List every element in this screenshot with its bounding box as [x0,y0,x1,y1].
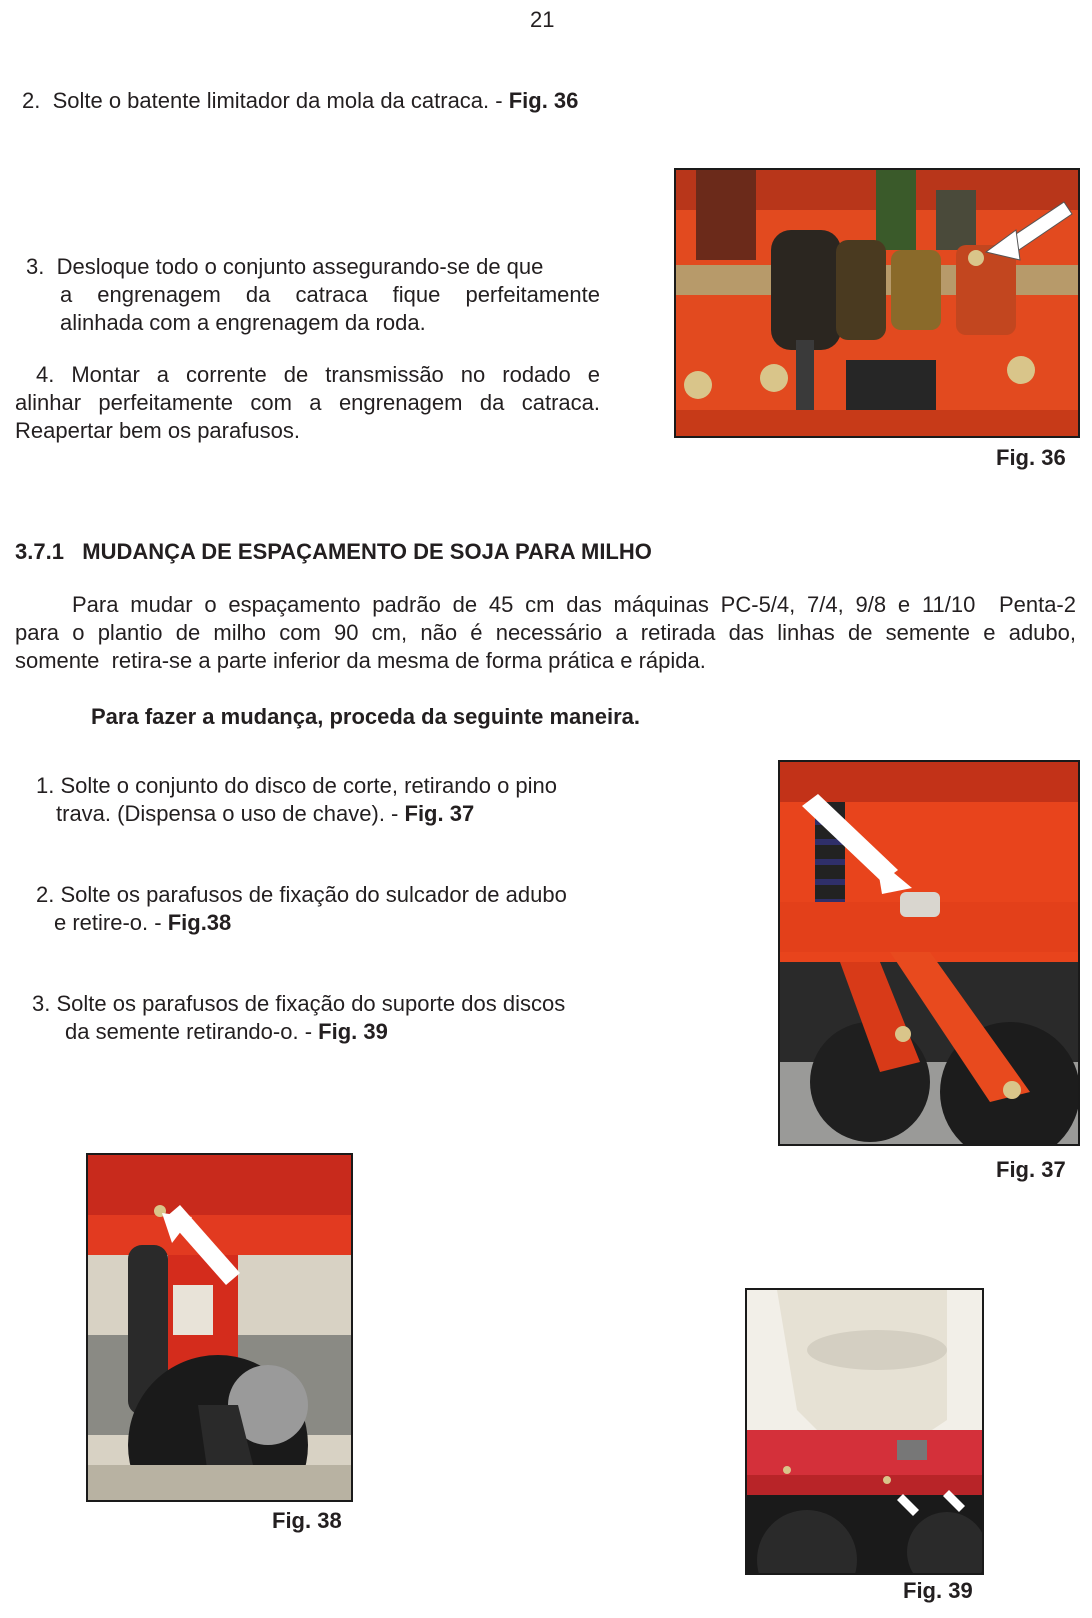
step-3-line-2: a engrenagem da catraca fique perfeitamente [60,282,600,307]
step-1-line-1: 1. Solte o conjunto do disco de corte, retirando o pino [36,773,558,798]
step-3-line-2: da semente retirando-o. - [65,1019,319,1044]
procedure-heading: Para fazer a mudança, proceda da seguinte maneira. [91,704,640,729]
fig-39-caption: Fig. 39 [903,1578,973,1603]
intro-paragraph [15,591,1076,675]
section-number: 3.7.1 [15,539,64,564]
step-3-seed-disc-support [32,990,565,1046]
step-2-fertilizer-furrower [36,881,567,937]
step-1-fig-ref: Fig. 37 [404,801,475,826]
step-2-fig-ref: Fig. 36 [508,88,579,113]
step-3-line-1: 3. Solte os parafusos de fixação do suporte dos discos [32,991,566,1016]
step-4-line-2: alinhar perfeitamente com a engrenagem da catraca. [15,390,600,415]
fig-36-caption: Fig. 36 [996,445,1066,470]
fig-37-photo [778,760,1080,1146]
intro-line-2: para o plantio de milho com 90 cm, não é necessário a retirada das linhas de semente e adubo, [15,620,1076,645]
step-2-ratchet-stop [22,87,578,115]
step-4-mount-chain [15,361,600,445]
intro-line-3: somente retira-se a parte inferior da mesma de forma prática e rápida. [15,648,706,673]
step-4-line-1: 4. Montar a corrente de transmissão no rodado e [36,362,600,387]
step-3-move-assembly [26,253,600,337]
step-2-text: 2. Solte o batente limitador da mola da catraca. - [22,88,509,113]
step-2-fig-ref: Fig.38 [167,910,232,935]
step-3-line-3: alinhada com a engrenagem da roda. [60,310,426,335]
section-heading [15,538,652,566]
step-3-fig-ref: Fig. 39 [318,1019,388,1044]
fig-37-caption: Fig. 37 [996,1157,1066,1182]
page-number: 21 [530,7,555,32]
fig-38-photo [86,1153,353,1502]
step-2-line-2: e retire-o. - [54,910,168,935]
step-4-line-3: Reapertar bem os parafusos. [15,418,300,443]
fig-39-photo [745,1288,984,1575]
step-1-cutting-disc [36,772,557,828]
step-3-line-1: 3. Desloque todo o conjunto assegurando-se de que [26,254,544,279]
intro-line-1: Para mudar o espaçamento padrão de 45 cm das máquinas PC-5/4, 7/4, 9/8 e 11/10 Penta-2 [72,592,1076,617]
section-title: MUDANÇA DE ESPAÇAMENTO DE SOJA PARA MILHO [82,539,652,564]
fig-38-caption: Fig. 38 [272,1508,342,1533]
step-2-line-1: 2. Solte os parafusos de fixação do sulcador de adubo [36,882,567,907]
fig-36-photo [674,168,1080,438]
step-1-line-2: trava. (Dispensa o uso de chave). - [56,801,405,826]
